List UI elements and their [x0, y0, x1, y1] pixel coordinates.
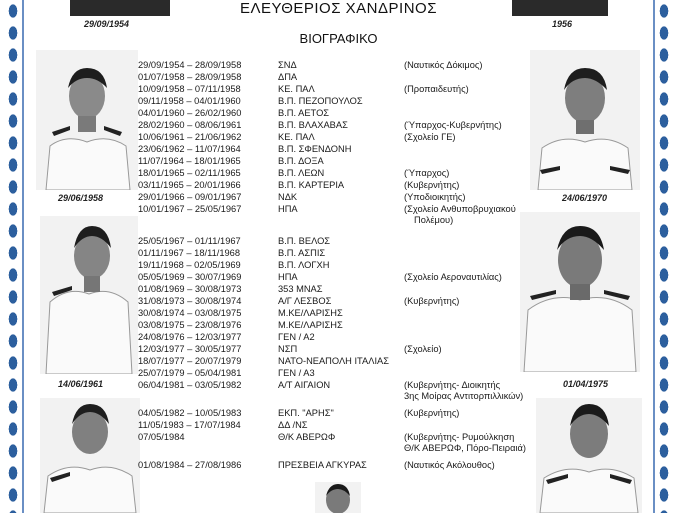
row-dates: 31/08/1973 – 30/08/1974	[138, 296, 242, 306]
portrait-photo-1961	[40, 216, 138, 374]
row-unit: Β.Π. ΣΦΕΝΔΟΝΗ	[278, 144, 352, 154]
caption-1975: 01/04/1975	[563, 379, 609, 389]
row-dates: 10/06/1961 – 21/06/1962	[138, 132, 242, 142]
row-dates: 18/07/1977 – 20/07/1979	[138, 356, 242, 366]
row-dates: 12/03/1977 – 30/05/1977	[138, 344, 242, 354]
row-unit: ΓΕΝ / Α3	[278, 368, 315, 378]
row-dates: 23/06/1962 – 11/07/1964	[138, 144, 241, 154]
row-dates: 19/11/1968 – 02/05/1969	[138, 260, 241, 270]
row-role: (Σχολείο Αεροναυτιλίας)	[404, 272, 502, 282]
row-unit: Μ.ΚΕ/ΛΑΡΙΣΗΣ	[278, 308, 343, 318]
row-dates: 10/01/1967 – 25/05/1967	[138, 204, 242, 214]
row-dates: 25/07/1979 – 05/04/1981	[138, 368, 242, 378]
row-unit: ΓΕΝ / Α2	[278, 332, 315, 342]
row-role-continued: Πολέμου)	[414, 215, 454, 225]
row-dates: 25/05/1967 – 01/11/1967	[138, 236, 241, 246]
row-dates: 29/09/1954 – 28/09/1958	[138, 60, 242, 70]
row-dates: 29/01/1966 – 09/01/1967	[138, 192, 242, 202]
row-role: (Υποδιοικητής)	[404, 192, 466, 202]
caption-top-left: 29/09/1954	[84, 19, 130, 29]
row-dates: 03/11/1965 – 20/01/1966	[138, 180, 241, 190]
row-unit: Β.Π. ΠΕΖΟΠΟΥΛΟΣ	[278, 96, 363, 106]
row-role: (Ύπαρχος-Κυβερνήτης)	[404, 120, 502, 130]
row-role: (Κυβερνήτης- Ρυμούλκηση	[404, 432, 515, 442]
row-unit: ΝΣΠ	[278, 344, 298, 354]
page-title: ΕΛΕΥΘΕΡΙΟΣ ΧΑΝΔΡΙΝΟΣ	[240, 0, 437, 17]
row-unit: ΝΑΤΟ-ΝΕΑΠΟΛΗ ΙΤΑΛΙΑΣ	[278, 356, 389, 366]
decorative-border-left	[0, 0, 26, 513]
portrait-photo-bottom-right	[536, 398, 642, 513]
row-role: (Ναυτικός Ακόλουθος)	[404, 460, 495, 470]
row-unit: ΠΡΕΣΒΕΙΑ ΑΓΚΥΡΑΣ	[278, 460, 367, 470]
row-role: (Σχολείο ΓΕ)	[404, 132, 456, 142]
row-role: (Κυβερνήτης)	[404, 180, 460, 190]
page-subtitle: ΒΙΟΓΡΑΦΙΚΟ	[299, 31, 378, 46]
row-dates: 03/08/1975 – 23/08/1976	[138, 320, 242, 330]
row-role: (Σχολείο)	[404, 344, 442, 354]
row-role: (Κυβερνήτης)	[404, 296, 460, 306]
portrait-photo-bottom-left	[40, 398, 140, 513]
row-unit: ΔΠΑ	[278, 72, 298, 82]
row-unit: Β.Π. ΛΕΩΝ	[278, 168, 325, 178]
row-dates: 04/05/1982 – 10/05/1983	[138, 408, 242, 418]
row-dates: 01/08/1984 – 27/08/1986	[138, 460, 242, 470]
row-dates: 06/04/1981 – 03/05/1982	[138, 380, 242, 390]
row-unit: ΕΚΠ. "ΑΡΗΣ"	[278, 408, 334, 418]
row-unit: ΣΝΔ	[278, 60, 297, 70]
row-dates: 28/02/1960 – 08/06/1961	[138, 120, 242, 130]
caption-1961: 14/06/1961	[58, 379, 104, 389]
row-dates: 01/08/1969 – 30/08/1973	[138, 284, 242, 294]
row-role: (Σχολείο Ανθυποβρυχιακού	[404, 204, 516, 214]
row-dates: 11/07/1964 – 18/01/1965	[138, 156, 241, 166]
row-unit: Α/Γ ΛΕΣΒΟΣ	[278, 296, 332, 306]
portrait-photo-bottom-center	[315, 482, 361, 513]
portrait-photo-1970	[530, 50, 640, 190]
row-unit: ΚΕ. ΠΑΛ	[278, 84, 315, 94]
row-dates: 01/11/1967 – 18/11/1968	[138, 248, 241, 258]
row-dates: 18/01/1965 – 02/11/1965	[138, 168, 241, 178]
row-unit: Β.Π. ΚΑΡΤΕΡΙΑ	[278, 180, 345, 190]
decorative-border-right	[651, 0, 677, 513]
row-unit: ΗΠΑ	[278, 204, 298, 214]
row-dates: 11/05/1983 – 17/07/1984	[138, 420, 241, 430]
row-dates: 01/07/1958 – 28/09/1958	[138, 72, 242, 82]
caption-1970: 24/06/1970	[562, 193, 608, 203]
row-role: (Ύπαρχος)	[404, 168, 450, 178]
portrait-photo-1958	[36, 50, 138, 190]
row-unit: Β.Π. ΛΟΓΧΗ	[278, 260, 330, 270]
row-unit: ΔΔ /ΝΣ	[278, 420, 308, 430]
row-unit: Β.Π. ΑΣΠΙΣ	[278, 248, 326, 258]
row-unit: 353 ΜΝΑΣ	[278, 284, 323, 294]
row-role: (Προπαιδευτής)	[404, 84, 469, 94]
row-role: (Ναυτικός Δόκιμος)	[404, 60, 483, 70]
row-unit: Β.Π. ΒΕΛΟΣ	[278, 236, 331, 246]
row-unit: Β.Π. ΔΟΞΑ	[278, 156, 324, 166]
row-dates: 24/08/1976 – 12/03/1977	[138, 332, 242, 342]
row-unit: Β.Π. ΒΛΑΧΑΒΑΣ	[278, 120, 348, 130]
row-unit: Θ/Κ ΑΒΕΡΩΦ	[278, 432, 336, 442]
row-unit: Β.Π. ΑΕΤΟΣ	[278, 108, 330, 118]
row-dates: 10/09/1958 – 07/11/1958	[138, 84, 241, 94]
portrait-photo-1975	[520, 212, 640, 372]
caption-1958: 29/06/1958	[58, 193, 104, 203]
caption-top-right: 1956	[552, 19, 573, 29]
row-dates: 30/08/1974 – 03/08/1975	[138, 308, 242, 318]
row-unit: ΚΕ. ΠΑΛ	[278, 132, 315, 142]
row-unit: ΗΠΑ	[278, 272, 298, 282]
row-role-continued: Θ/Κ ΑΒΕΡΩΦ, Πόρο-Πειραιά)	[404, 443, 526, 453]
row-unit: Μ.ΚΕ/ΛΑΡΙΣΗΣ	[278, 320, 343, 330]
row-unit: Α/Τ ΑΙΓΑΙΟΝ	[278, 380, 331, 390]
row-role: (Κυβερνήτης)	[404, 408, 460, 418]
row-dates: 04/01/1960 – 26/02/1960	[138, 108, 242, 118]
row-dates: 09/11/1958 – 04/01/1960	[138, 96, 241, 106]
row-dates: 07/05/1984	[138, 432, 185, 442]
row-role: (Κυβερνήτης- Διοικητής	[404, 380, 501, 390]
row-dates: 05/05/1969 – 30/07/1969	[138, 272, 242, 282]
row-unit: ΝΔΚ	[278, 192, 298, 202]
row-role-continued: 3ης Μοίρας Αντιτορπιλλικών)	[404, 391, 524, 401]
